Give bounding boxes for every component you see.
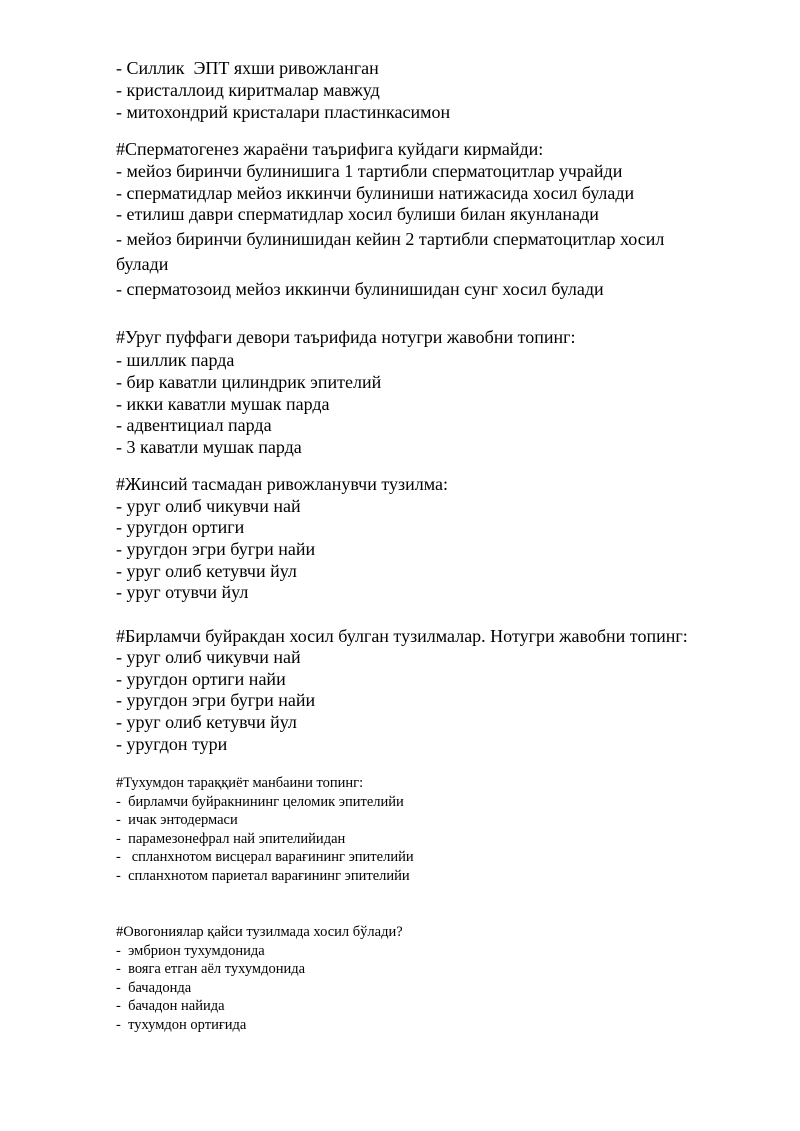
question-title: #Уруг пуффаги девори таърифида нотугри жавобни топинг: bbox=[116, 327, 576, 347]
answer-line: - бачадонда bbox=[116, 980, 192, 996]
answer-line: - мейоз биринчи булинишига 1 тартибли сперматоцитлар учрайди bbox=[116, 161, 623, 181]
question-title: #Бирламчи буйракдан хосил булган тузилмалар. Нотугри жавобни топинг: bbox=[116, 626, 688, 646]
answer-line: - уругдон эгри бугри найи bbox=[116, 539, 316, 559]
answer-line: - мейоз биринчи булинишидан кейин 2 тартибли сперматоцитлар хосил bbox=[116, 229, 665, 249]
answer-line: - уруг олиб чикувчи най bbox=[116, 647, 301, 667]
answer-line: - етилиш даври сперматидлар хосил булиши билан якунланади bbox=[116, 204, 599, 224]
answer-line: - икки каватли мушак парда bbox=[116, 394, 330, 414]
answer-line: - вояга етган аёл тухумдонида bbox=[116, 961, 306, 977]
answer-line: - сперматозоид мейоз иккинчи булинишидан сунг хосил булади bbox=[116, 279, 604, 299]
answer-line: - шиллик парда bbox=[116, 350, 235, 370]
question-title: #Жинсий тасмадан ривожланувчи тузилма: bbox=[116, 474, 448, 494]
answer-line: - уруг олиб кетувчи йул bbox=[116, 712, 297, 732]
answer-line: - уругдон ортиги bbox=[116, 517, 245, 537]
answer-line: - ичак энтодермаси bbox=[116, 812, 238, 828]
answer-line: - спланхнотом париетал варағининг эпителийи bbox=[116, 868, 410, 884]
answer-line: - уругдон ортиги найи bbox=[116, 669, 286, 689]
answer-line: - митохондрий кристалари пластинкасимон bbox=[116, 102, 451, 122]
answer-line: - уругдон тури bbox=[116, 734, 228, 754]
answer-line: - кристаллоид киритмалар мавжуд bbox=[116, 80, 380, 100]
answer-line: - сперматидлар мейоз иккинчи булиниши натижасида хосил булади bbox=[116, 183, 635, 203]
answer-line: - 3 каватли мушак парда bbox=[116, 437, 302, 457]
answer-line: - бирламчи буйракнининг целомик эпителийи bbox=[116, 794, 404, 810]
answer-line: - бачадон найида bbox=[116, 998, 225, 1014]
answer-line: - тухумдон ортиғида bbox=[116, 1017, 247, 1033]
answer-line: - уруг отувчи йул bbox=[116, 582, 249, 602]
question-title: #Овогониялар қайси тузилмада хосил бўлади? bbox=[116, 924, 403, 940]
answer-line: - бир каватли цилиндрик эпителий bbox=[116, 372, 382, 392]
question-title: #Сперматогенез жараёни таърифига куйдаги кирмайди: bbox=[116, 139, 544, 159]
answer-line: - спланхнотом висцерал варағининг эпителийи bbox=[116, 849, 414, 865]
answer-line: булади bbox=[116, 254, 169, 274]
answer-line: - уруг олиб кетувчи йул bbox=[116, 561, 297, 581]
question-title: #Тухумдон тараққиёт манбаини топинг: bbox=[116, 775, 364, 791]
answer-line: - уруг олиб чикувчи най bbox=[116, 496, 301, 516]
answer-line: - Силлик ЭПТ яхши ривожланган bbox=[116, 58, 379, 78]
answer-line: - парамезонефрал най эпителийидан bbox=[116, 831, 346, 847]
answer-line: - адвентициал парда bbox=[116, 415, 272, 435]
answer-line: - уругдон эгри бугри найи bbox=[116, 690, 316, 710]
answer-line: - эмбрион тухумдонида bbox=[116, 943, 265, 959]
